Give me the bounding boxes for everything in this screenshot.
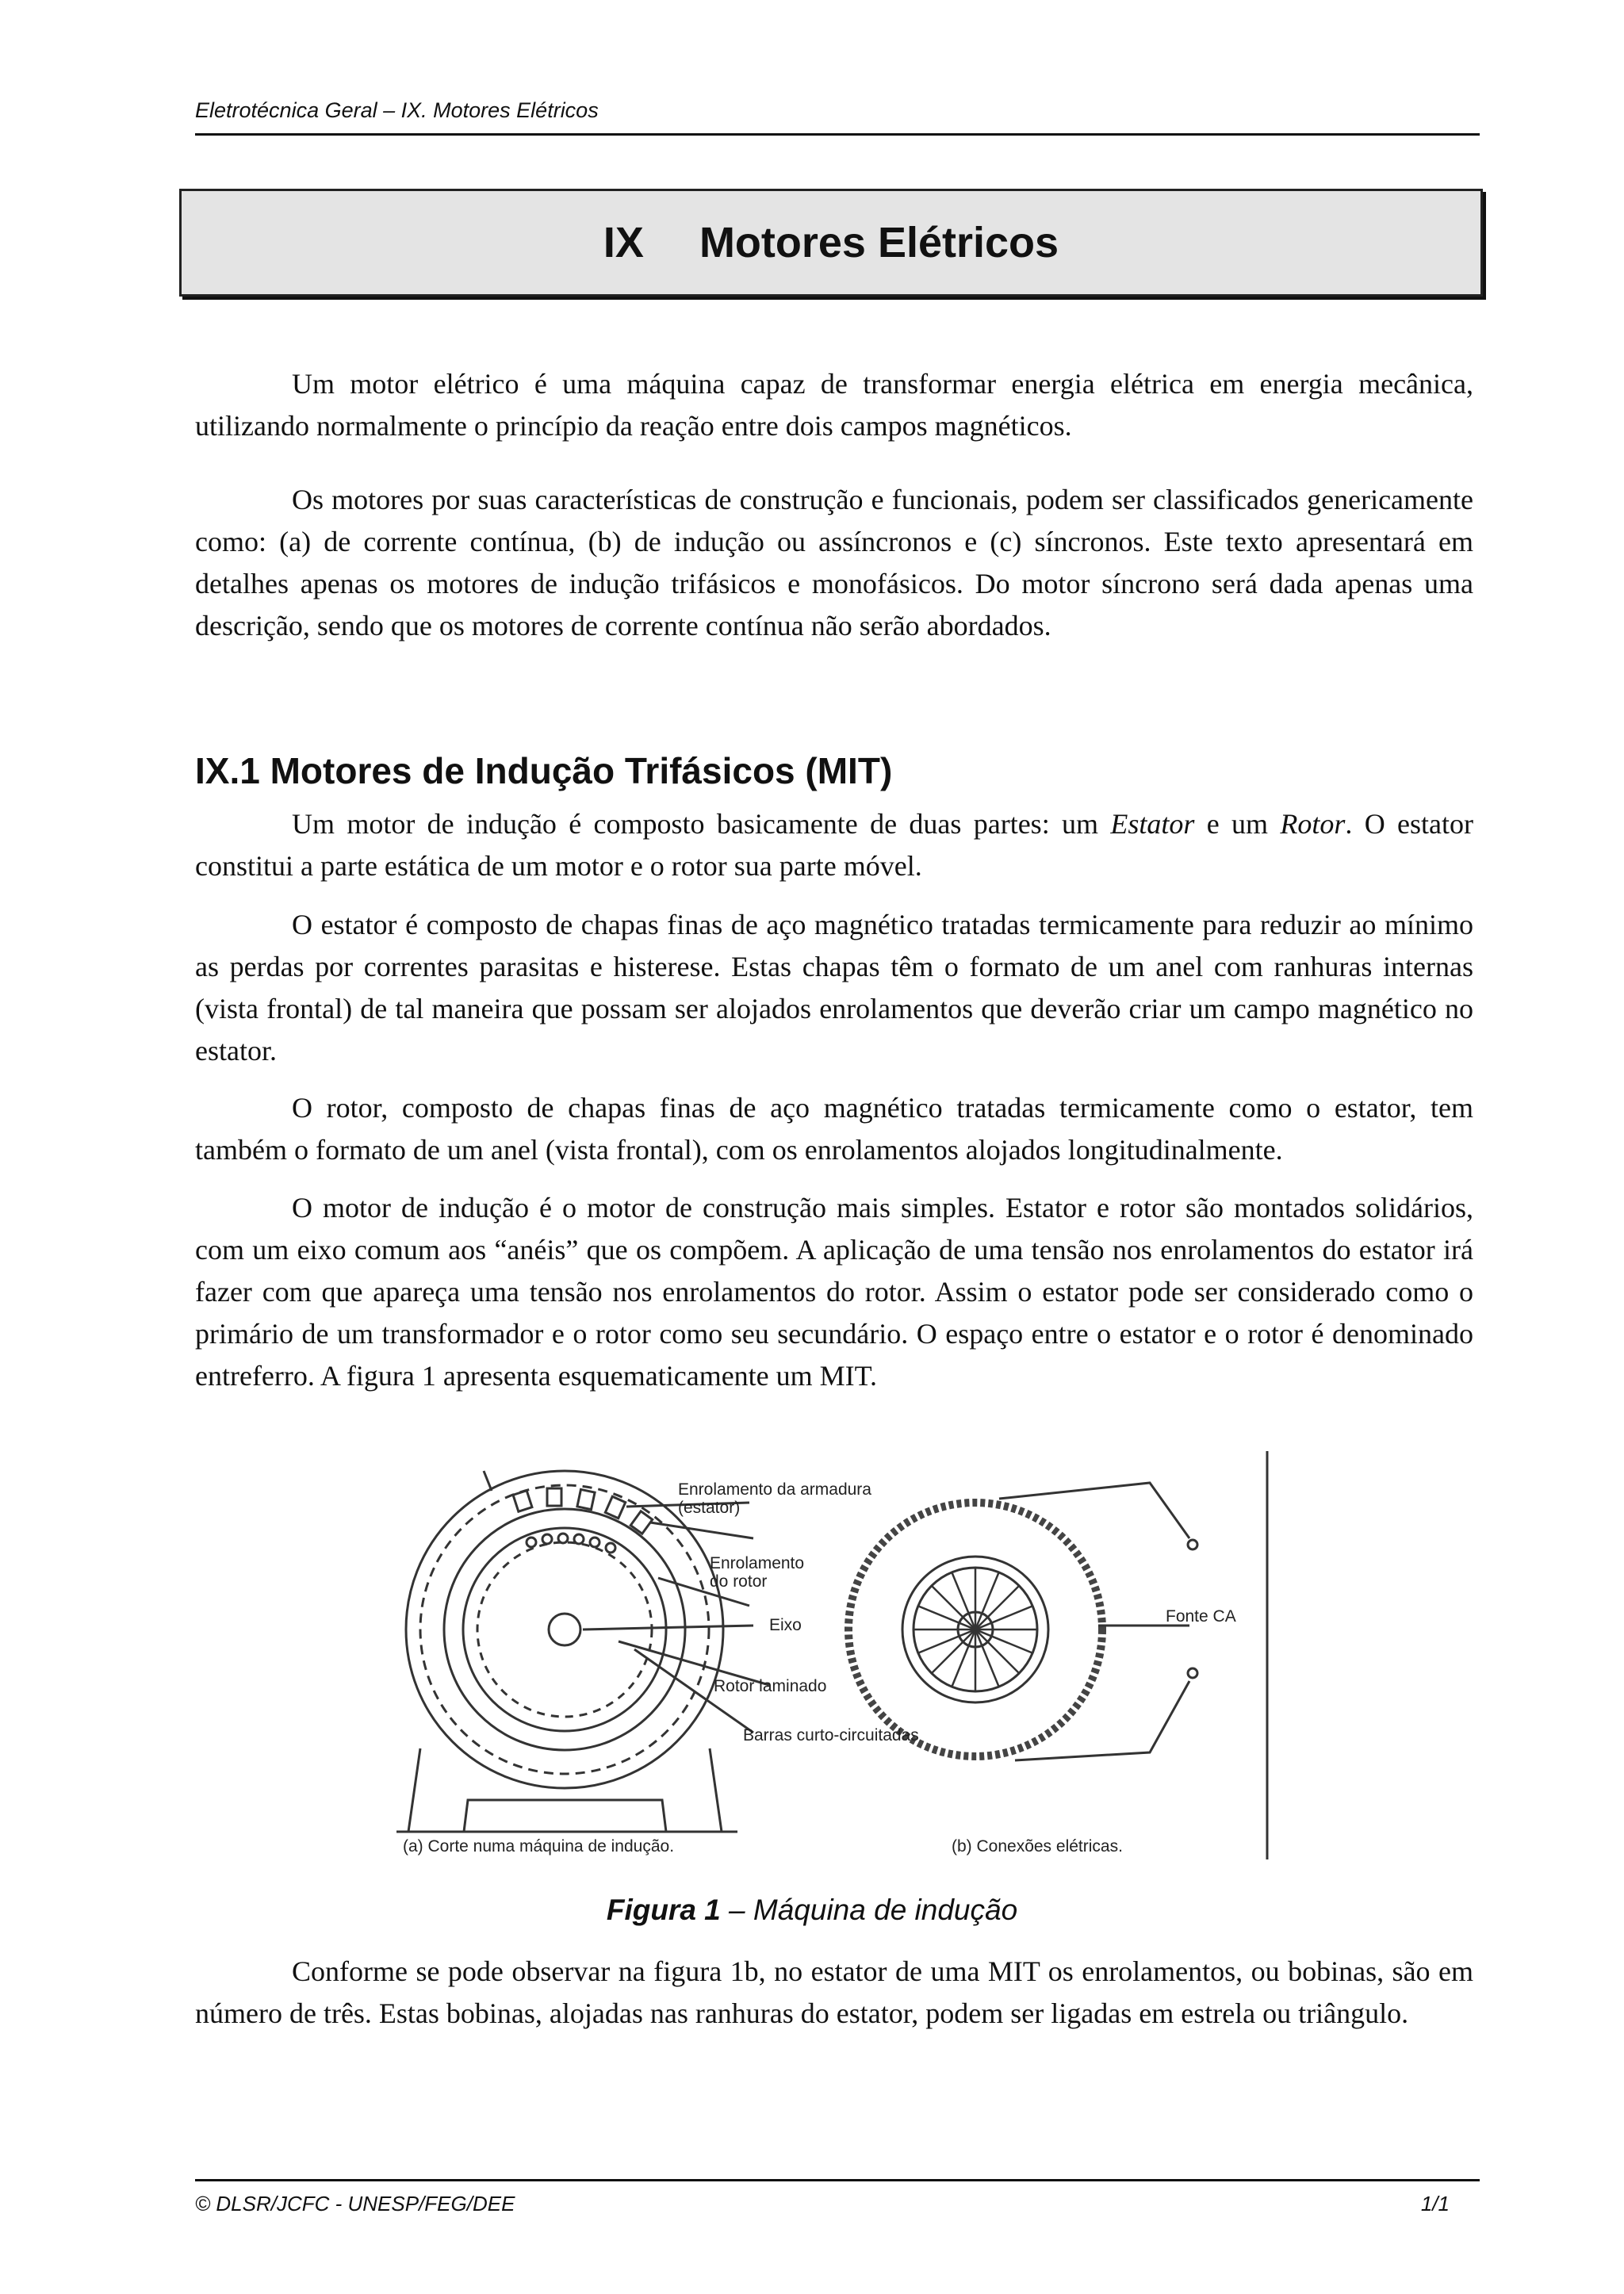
- section-paragraph-1: Um motor de indução é composto basicamente de duas partes: um Estator e um Rotor. O estator constitui a parte estática de um motor e o rotor sua parte móvel.: [195, 808, 1473, 882]
- induction-machine-figure: [389, 1451, 1293, 1863]
- figure-caption: [0, 1894, 1624, 1927]
- label-rotor-laminado: Rotor laminado: [714, 1677, 827, 1695]
- label-fonte-ca: Fonte CA: [1166, 1607, 1236, 1626]
- chapter-title-box: [179, 189, 1483, 297]
- header-rule: [195, 133, 1480, 136]
- chapter-title: Motores Elétricos: [699, 219, 1059, 266]
- footer-copyright: © DLSR/JCFC - UNESP/FEG/DEE: [195, 2192, 515, 2215]
- section-paragraph-5: Conforme se pode observar na figura 1b, no estator de uma MIT os enrolamentos, ou bobinas, são em número de três. Estas bobinas, alojadas nas ranhuras do estator, podem ser ligadas em estrela ou triângulo.: [195, 1955, 1473, 2029]
- section-paragraph-4: O motor de indução é o motor de construção mais simples. Estator e rotor são montados solidários, com um eixo comum aos “anéis” que os compõem. A aplicação de uma tensão nos enrolamentos do estator irá fazer com que apareça uma tensão nos enrolamentos do rotor. Assim o estator pode ser considerado como o primário de um transformador e o rotor como seu secundário. O espaço entre o estator e o rotor é denominado entreferro. A figura 1 apresenta esquematicamente um MIT.: [195, 1192, 1473, 1392]
- intro-paragraph-2: Os motores por suas características de construção e funcionais, podem ser classificados genericamente como: (a) de corrente contínua, (b) de indução ou assíncronos e (c) síncronos. Este texto apresentará em detalhes apenas os motores de indução trifásicos e monofásicos. Do motor síncrono será dada apenas uma descrição, sendo que os motores de corrente contínua não serão abordados.: [195, 484, 1473, 641]
- page-number: 1/1: [1420, 2192, 1450, 2215]
- caption-a: (a) Corte numa máquina de indução.: [403, 1837, 675, 1855]
- section-paragraph-3: O rotor, composto de chapas finas de aço magnético tratadas termicamente como o estator, tem também o formato de um anel (vista frontal), com os enrolamentos alojados longitudinalmente.: [195, 1092, 1473, 1166]
- term-estator: Estator: [1110, 808, 1195, 840]
- label-rotor-winding: Enrolamento: [710, 1554, 805, 1572]
- term-rotor: Rotor: [1280, 808, 1346, 840]
- chapter-number: IX: [603, 219, 644, 266]
- section-paragraph-2: O estator é composto de chapas finas de aço magnético tratadas termicamente para reduzir ao mínimo as perdas por correntes parasitas e histerese. Estas chapas têm o formato de um anel com ranhuras internas (vista frontal) de tal maneira que possam ser alojados enrolamentos que deverão criar um campo magnético no estator.: [195, 909, 1473, 1067]
- figure-label: Figura 1: [606, 1894, 721, 1926]
- figure-description: – Máquina de indução: [720, 1894, 1018, 1926]
- machine-cross-section: [396, 1471, 769, 1832]
- section-title: IX.1 Motores de Indução Trifásicos (MIT): [195, 750, 893, 791]
- label-estator: (estator): [678, 1499, 741, 1517]
- label-eixo: Eixo: [769, 1616, 802, 1634]
- footer-rule: [195, 2179, 1480, 2181]
- label-armadura: Enrolamento da armadura: [678, 1480, 871, 1499]
- label-rotor-winding-2: do rotor: [710, 1572, 768, 1591]
- running-header: Eletrotécnica Geral – IX. Motores Elétricos: [195, 98, 599, 122]
- label-barras: Barras curto-circuitadas: [743, 1726, 919, 1744]
- intro-paragraph-1: Um motor elétrico é uma máquina capaz de transformar energia elétrica em energia mecânica, utilizando normalmente o princípio da reação entre dois campos magnéticos.: [195, 368, 1473, 442]
- caption-b: (b) Conexões elétricas.: [952, 1837, 1123, 1855]
- electrical-connections: [848, 1451, 1267, 1859]
